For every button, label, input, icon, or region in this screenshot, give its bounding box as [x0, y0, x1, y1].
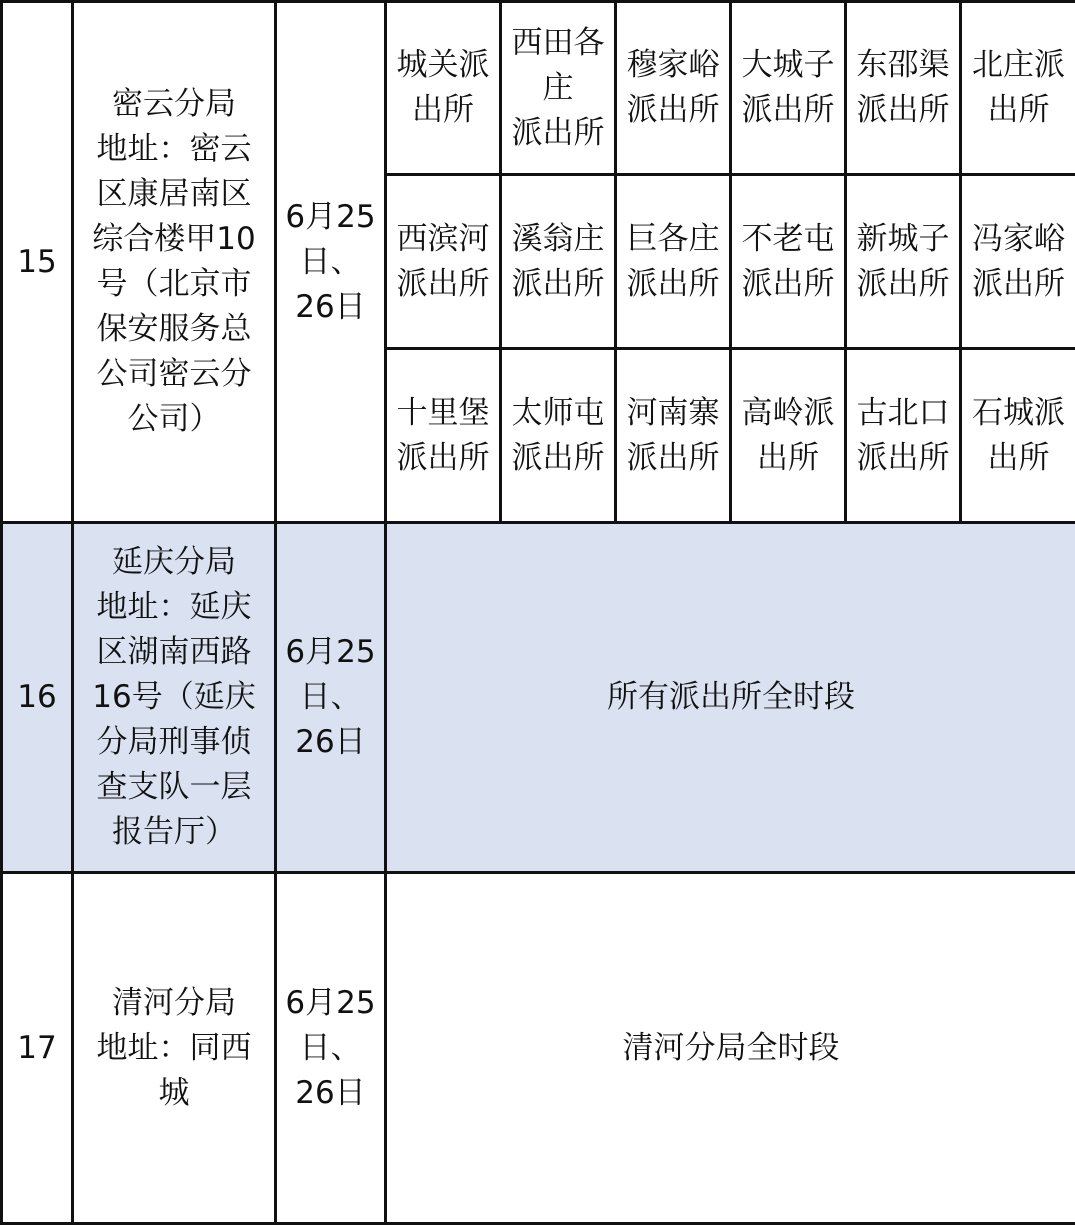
branch-line: 城 — [78, 1071, 270, 1116]
date-line: 6月25 — [281, 630, 380, 675]
service-dates — [276, 523, 386, 873]
date-line: 6月25 — [281, 195, 380, 240]
branch-line: 公司） — [78, 397, 270, 442]
branch-line: 号（北京市 — [78, 262, 270, 307]
branch-line: 区康居南区 — [78, 172, 270, 217]
branch-line: 保安服务总 — [78, 307, 270, 352]
date-line: 26日 — [281, 285, 380, 330]
date-line: 日、 — [281, 1026, 380, 1071]
station-line: 派出所 — [391, 262, 495, 307]
police-station-cell — [386, 175, 501, 349]
station-line: 派出所 — [621, 436, 725, 481]
date-line: 日、 — [281, 675, 380, 720]
police-station-cell — [961, 349, 1075, 523]
station-line: 派出所 — [621, 262, 725, 307]
police-station-cell — [386, 2, 501, 175]
branch-line: 区湖南西路 — [78, 630, 270, 675]
date-line: 26日 — [281, 1071, 380, 1116]
station-line: 太师屯 — [506, 391, 610, 436]
station-line: 派出所 — [506, 111, 610, 156]
police-station-cell — [501, 175, 616, 349]
station-line: 城关派 — [391, 43, 495, 88]
police-station-cell — [731, 175, 846, 349]
branch-line: 16号（延庆 — [78, 675, 270, 720]
station-line: 出所 — [736, 436, 840, 481]
coverage-cell: 所有派出所全时段 — [386, 523, 1075, 873]
date-line: 日、 — [281, 240, 380, 285]
station-line: 出所 — [966, 88, 1071, 133]
station-line: 不老屯 — [736, 217, 840, 262]
station-line: 新城子 — [851, 217, 955, 262]
police-station-cell — [731, 349, 846, 523]
table-row — [2, 873, 1075, 1224]
station-line: 穆家峪 — [621, 43, 725, 88]
police-station-cell — [386, 349, 501, 523]
police-station-cell — [846, 349, 961, 523]
station-line: 派出所 — [851, 262, 955, 307]
police-station-cell — [501, 349, 616, 523]
station-line: 派出所 — [736, 262, 840, 307]
station-line: 溪翁庄 — [506, 217, 610, 262]
branch-line: 清河分局 — [78, 981, 270, 1026]
date-line: 26日 — [281, 720, 380, 765]
service-dates — [276, 2, 386, 523]
station-line: 派出所 — [851, 88, 955, 133]
police-station-cell — [616, 2, 731, 175]
police-station-cell — [616, 349, 731, 523]
station-line: 石城派 — [966, 391, 1071, 436]
station-line: 派出所 — [966, 262, 1071, 307]
police-station-cell — [501, 2, 616, 175]
police-station-cell — [961, 2, 1075, 175]
police-station-cell — [846, 175, 961, 349]
row-number: 15 — [2, 2, 73, 523]
table-row — [2, 523, 1075, 873]
coverage-cell: 清河分局全时段 — [386, 873, 1075, 1224]
date-line: 6月25 — [281, 981, 380, 1026]
station-line: 西田各 — [506, 21, 610, 66]
station-line: 派出所 — [506, 262, 610, 307]
branch-line: 查支队一层 — [78, 765, 270, 810]
station-line: 派出所 — [506, 436, 610, 481]
station-line: 河南寨 — [621, 391, 725, 436]
station-line: 派出所 — [621, 88, 725, 133]
station-line: 大城子 — [736, 43, 840, 88]
station-line: 巨各庄 — [621, 217, 725, 262]
station-line: 高岭派 — [736, 391, 840, 436]
branch-line: 公司密云分 — [78, 352, 270, 397]
branch-line: 分局刑事侦 — [78, 720, 270, 765]
branch-line: 地址：密云 — [78, 127, 270, 172]
police-station-cell — [961, 175, 1075, 349]
police-station-cell — [616, 175, 731, 349]
row-number: 16 — [2, 523, 73, 873]
station-line: 古北口 — [851, 391, 955, 436]
station-line: 冯家峪 — [966, 217, 1071, 262]
branch-line: 地址：同西 — [78, 1026, 270, 1071]
branch-line: 密云分局 — [78, 82, 270, 127]
police-station-cell — [731, 2, 846, 175]
branch-line: 地址：延庆 — [78, 585, 270, 630]
station-line: 西滨河 — [391, 217, 495, 262]
branch-line: 综合楼甲10 — [78, 217, 270, 262]
station-line: 派出所 — [736, 88, 840, 133]
station-line: 十里堡 — [391, 391, 495, 436]
table-row — [2, 2, 1075, 175]
station-line: 派出所 — [851, 436, 955, 481]
branch-line: 延庆分局 — [78, 540, 270, 585]
branch-line: 报告厅） — [78, 810, 270, 855]
branch-address — [73, 2, 276, 523]
station-line: 东邵渠 — [851, 43, 955, 88]
branch-address — [73, 873, 276, 1224]
service-dates — [276, 873, 386, 1224]
station-line: 出所 — [391, 88, 495, 133]
station-line: 出所 — [966, 436, 1071, 481]
branch-address — [73, 523, 276, 873]
station-line: 派出所 — [391, 436, 495, 481]
station-line: 庄 — [506, 66, 610, 111]
station-line: 北庄派 — [966, 43, 1071, 88]
police-station-cell — [846, 2, 961, 175]
row-number: 17 — [2, 873, 73, 1224]
